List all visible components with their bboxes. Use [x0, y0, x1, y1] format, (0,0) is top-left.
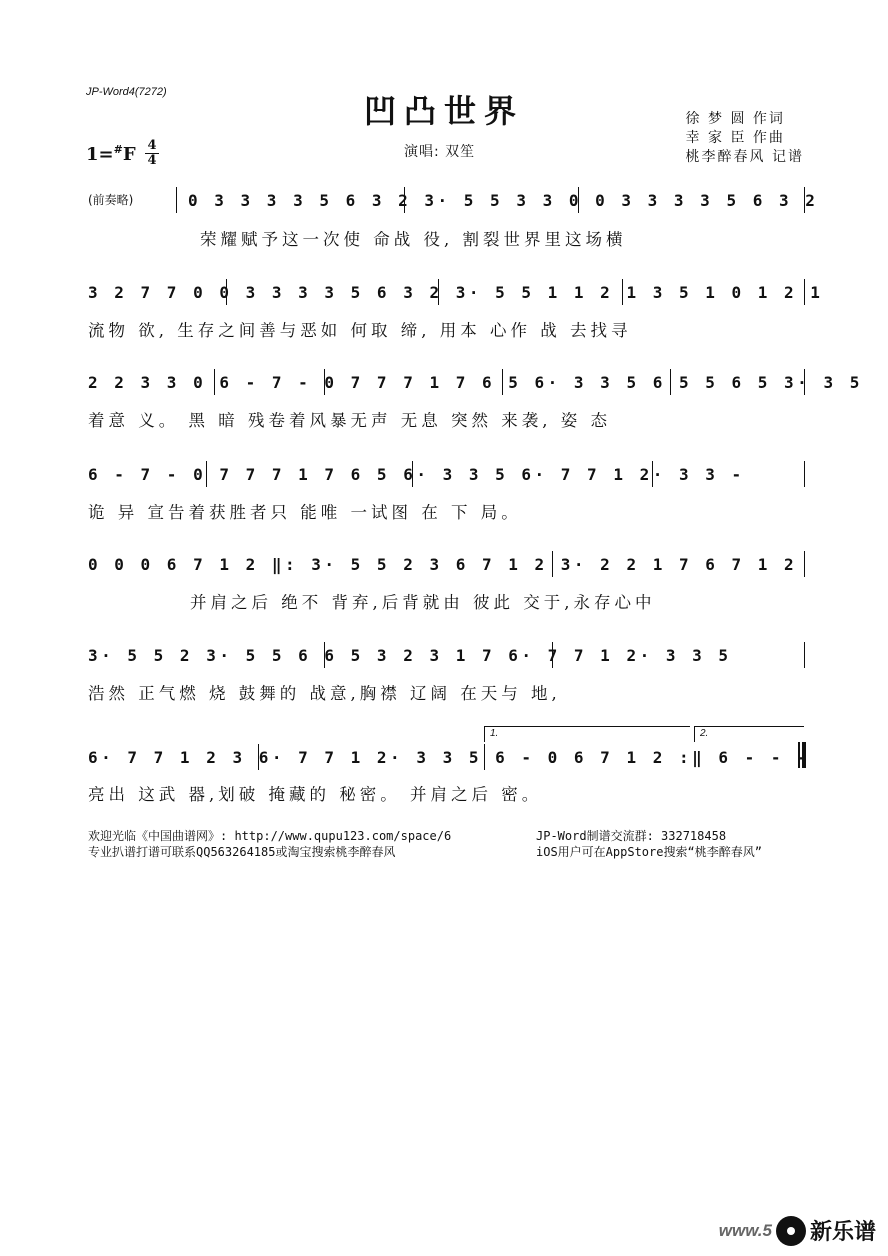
software-tag: JP-Word4(7272) — [86, 86, 167, 98]
score-line-6-notes: 3· 5 5 2 3· 5 5 6 6 5 3 2 3 1 7 6· 7 7 1 2· 3 3 5 — [88, 646, 732, 665]
score-line-6-lyrics: 浩然 正气燃 烧 鼓舞的 战意,胸襟 辽阔 在天与 地, — [88, 684, 561, 703]
score-line-7-notes: 6· 7 7 1 2 3 6· 7 7 1 2· 3 3 5 6 - 0 6 7 1 2 :‖ 6 - - - — [88, 748, 811, 767]
score-line-1-lyrics: 荣耀赋予这一次使 命战 役, 割裂世界里这场横 — [200, 230, 627, 249]
barline — [324, 642, 325, 668]
footer-contact: 专业扒谱打谱可联系QQ563264185或淘宝搜索桃李醉春风 — [88, 845, 396, 859]
time-signature — [145, 140, 159, 167]
lyricist-credit: 徐 梦 圆 作词 — [685, 111, 785, 127]
barline — [438, 279, 439, 305]
sharp-sign: # — [113, 143, 123, 156]
barline — [552, 642, 553, 668]
score-line-5-notes: 0 0 0 6 7 1 2 ‖: 3· 5 5 2 3 6 7 1 2 3· 2 2 1 7 6 7 1 2 — [88, 555, 798, 574]
score-line-5-lyrics: 并肩之后 绝不 背弃,后背就由 彼此 交于,永存心中 — [190, 593, 656, 612]
credits — [686, 110, 804, 167]
barline — [804, 369, 805, 395]
barline — [206, 461, 207, 487]
logo-text: 新乐谱 — [809, 1220, 876, 1245]
composer-credit: 幸 家 臣 作曲 — [685, 130, 785, 146]
barline — [258, 744, 259, 770]
score-line-7-lyrics: 亮出 这武 器,划破 掩藏的 秘密。 并肩之后 密。 — [88, 785, 543, 804]
footer-ios: iOS用户可在AppStore搜索“桃李醉春风” — [536, 845, 762, 859]
barline — [804, 461, 805, 487]
barline — [798, 742, 800, 768]
barline — [622, 279, 623, 305]
footer-group: JP-Word制谱交流群: 332718458 — [536, 829, 727, 843]
logo-www: www.5 — [718, 1220, 772, 1240]
key-signature — [86, 143, 136, 165]
final-barline — [802, 742, 806, 768]
singer: 演唱: 双笙 — [404, 144, 476, 160]
score-line-3-notes: 2 2 3 3 0 6 - 7 - 0 7 7 7 1 7 6 5 6· 3 3 5 6 5 5 6 5 3· 3 5 — [88, 373, 863, 392]
prelude-note: (前奏略) — [88, 193, 134, 207]
score-line-1-notes: 0 3 3 3 3 5 6 3 2 3· 5 5 3 3 0 0 3 3 3 3 5 6 3 2 — [188, 191, 819, 210]
record-disc-icon — [776, 1216, 806, 1246]
barline — [412, 461, 413, 487]
footer-website: 欢迎光临《中国曲谱网》: http://www.qupu123.com/space/6 — [88, 829, 452, 843]
barline — [578, 187, 579, 213]
score-line-4-notes: 6 - 7 - 0 7 7 7 1 7 6 5 6· 3 3 5 6· 7 7 1 2· 3 3 - — [88, 465, 745, 484]
site-logo — [719, 1215, 876, 1246]
transcriber-credit: 桃李醉春风 记谱 — [685, 149, 804, 165]
footer-right — [536, 828, 762, 860]
barline — [484, 744, 485, 770]
footer-left — [88, 828, 451, 860]
time-top: 4 — [147, 138, 157, 153]
barline — [804, 187, 805, 213]
volta-first-ending: 1. — [484, 726, 690, 742]
key-note: F — [122, 144, 136, 165]
barline — [176, 187, 177, 213]
barline — [804, 279, 805, 305]
score-line-4-lyrics: 诡 异 宣告着获胜者只 能唯 一试图 在 下 局。 — [88, 503, 522, 522]
barline — [324, 369, 325, 395]
barline — [214, 369, 215, 395]
barline — [804, 642, 805, 668]
score-line-2-lyrics: 流物 欲, 生存之间善与恶如 何取 缔, 用本 心作 战 去找寻 — [88, 321, 632, 340]
barline — [552, 551, 553, 577]
barline — [670, 369, 671, 395]
barline — [652, 461, 653, 487]
score-line-2-notes: 3 2 7 7 0 0 3 3 3 3 5 6 3 2 3· 5 5 1 1 2 1 3 5 1 0 1 2 1 — [88, 283, 824, 302]
key-prefix: 1= — [86, 144, 114, 165]
volta-second-ending: 2. — [694, 726, 804, 742]
barline — [226, 279, 227, 305]
barline — [404, 187, 405, 213]
barline — [804, 551, 805, 577]
song-title: 凹凸世界 — [363, 92, 524, 130]
time-bottom: 4 — [147, 153, 157, 168]
barline — [502, 369, 503, 395]
score-line-3-lyrics: 着意 义。 黑 暗 残卷着风暴无声 无息 突然 来袭, 姿 态 — [88, 411, 611, 430]
